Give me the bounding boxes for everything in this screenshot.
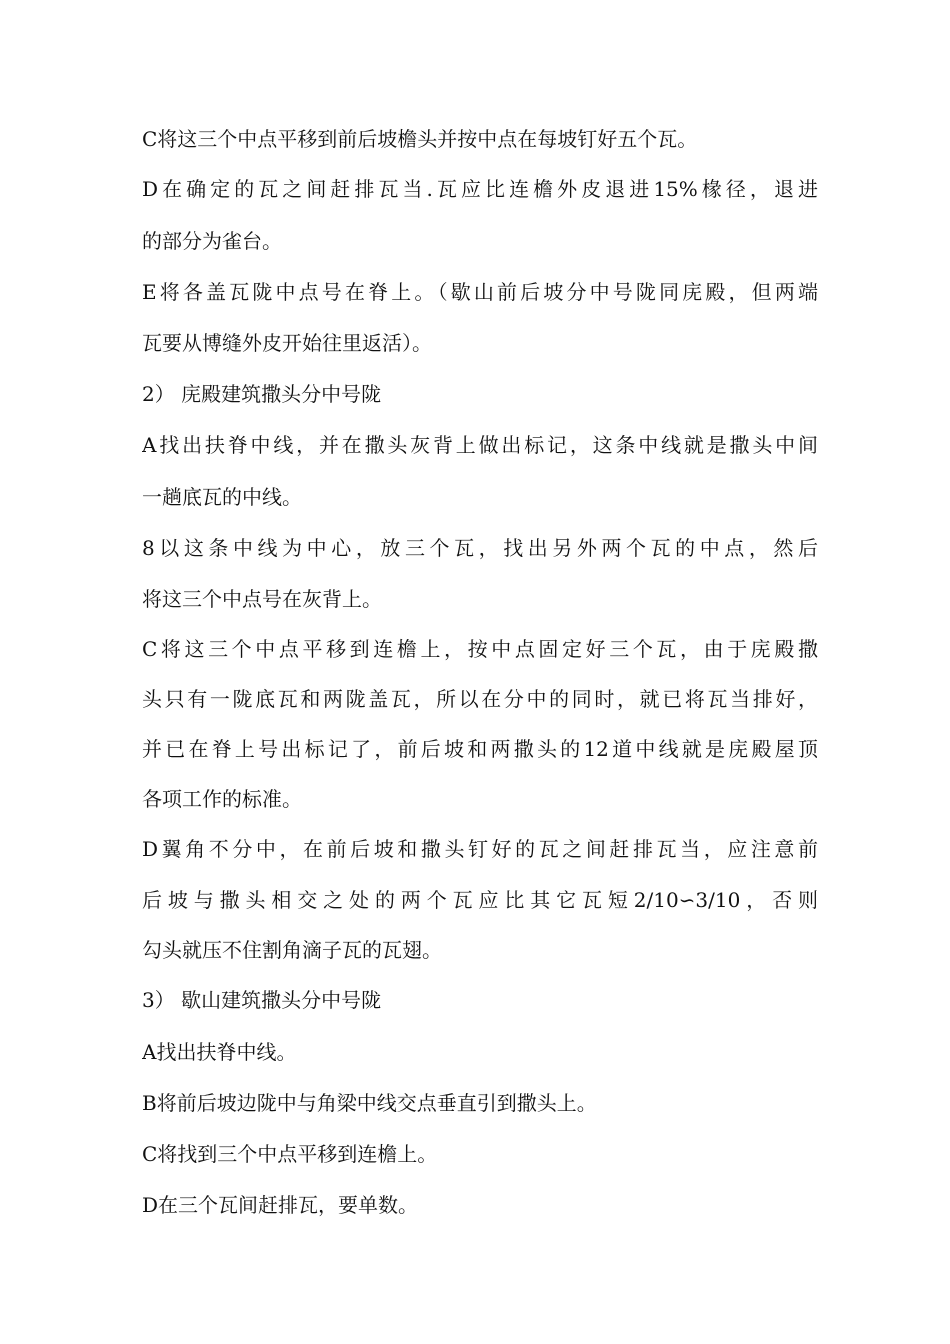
text-line: D在三个瓦间赶排瓦，要单数。 bbox=[142, 1193, 419, 1217]
text-line: 瓦要从博缝外皮开始往里返活）。 bbox=[142, 331, 432, 355]
text-line: B将前后坡边陇中与角梁中线交点垂直引到撒头上。 bbox=[142, 1091, 597, 1115]
text-line: A找出扶脊中线。 bbox=[142, 1040, 297, 1064]
text-line: C将这三个中点平移到前后坡檐头并按中点在每坡钉好五个瓦。 bbox=[142, 127, 698, 151]
text-line: 的部分为雀台。 bbox=[142, 229, 282, 253]
text-line: 将这三个中点号在灰背上。 bbox=[142, 587, 382, 611]
text-line: C将找到三个中点平移到连檐上。 bbox=[142, 1142, 438, 1166]
text-line: C将这三个中点平移到连檐上，按中点固定好三个瓦，由于庑殿撒 bbox=[142, 637, 818, 661]
text-line: 头只有一陇底瓦和两陇盖瓦，所以在分中的同时，就已将瓦当排好， bbox=[142, 687, 818, 711]
section-heading: 2） 庑殿建筑撒头分中号陇 bbox=[142, 382, 382, 406]
section-heading: 3） 歇山建筑撒头分中号陇 bbox=[142, 988, 382, 1012]
text-line: 8以这条中线为中心，放三个瓦，找出另外两个瓦的中点，然后 bbox=[142, 536, 818, 560]
text-line: 后坡与撒头相交之处的两个瓦应比其它瓦短2/10∽3/10，否则 bbox=[142, 888, 818, 912]
text-line: D在确定的瓦之间赶排瓦当.瓦应比连檐外皮退进15%椽径，退进 bbox=[142, 177, 818, 201]
text-line: 勾头就压不住割角滴子瓦的瓦翅。 bbox=[142, 938, 442, 962]
text-line: 并已在脊上号出标记了，前后坡和两撒头的12道中线就是庑殿屋顶 bbox=[142, 737, 818, 761]
text-line: E将各盖瓦陇中点号在脊上。（歇山前后坡分中号陇同庑殿，但两端 bbox=[142, 280, 818, 304]
text-line: 一趟底瓦的中线。 bbox=[142, 485, 302, 509]
text-line: D翼角不分中，在前后坡和撒头钉好的瓦之间赶排瓦当，应注意前 bbox=[142, 837, 818, 861]
text-line: A找出扶脊中线，并在撒头灰背上做出标记，这条中线就是撒头中间 bbox=[142, 433, 818, 457]
text-line: 各项工作的标准。 bbox=[142, 787, 302, 811]
